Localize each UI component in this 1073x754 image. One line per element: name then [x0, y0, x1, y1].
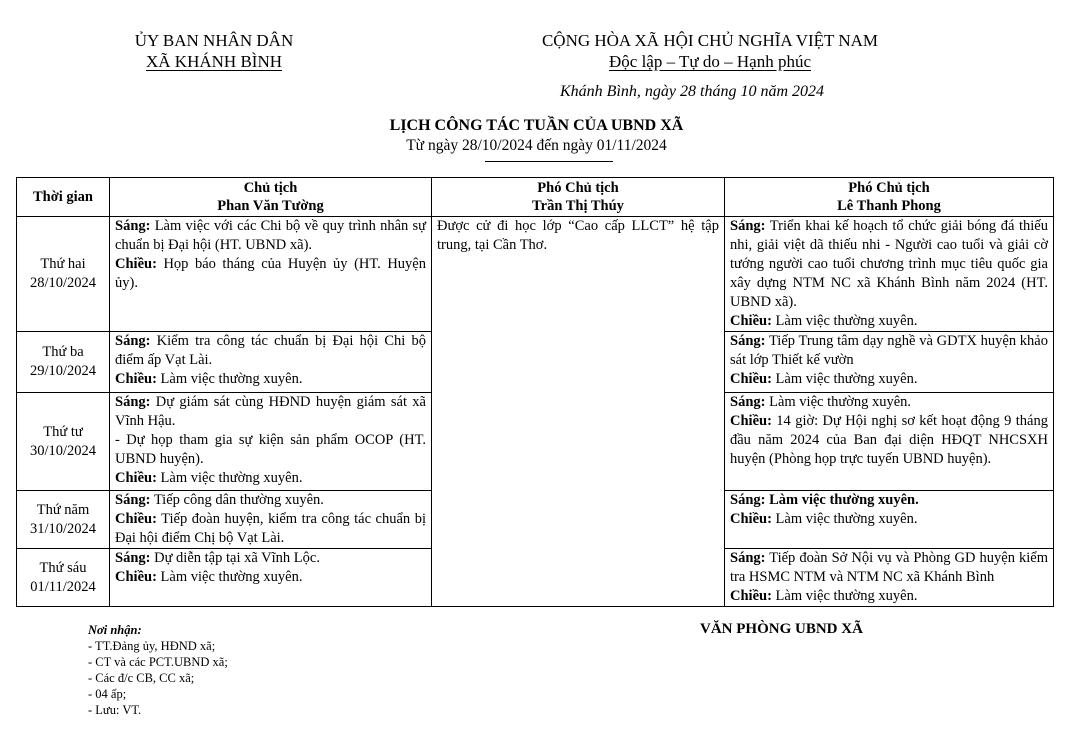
chairman-tasks	[110, 393, 432, 491]
header-vice-chair-2	[725, 178, 1054, 217]
morning-label: Sáng:	[115, 333, 151, 349]
afternoon-task: Làm việc thường xuyên.	[771, 371, 918, 387]
afternoon-label: Chiều:	[730, 588, 772, 604]
afternoon-task: Làm việc thường xuyên.	[156, 470, 303, 486]
morning-label: Sáng:	[115, 492, 151, 508]
weekday: Thứ tư	[43, 423, 83, 440]
table-header-row	[17, 178, 1054, 217]
header-chairman	[110, 178, 432, 217]
morning-task: Kiểm tra công tác chuẩn bị Đại hội Chi bộ điểm ấp Vạt Lài.	[115, 333, 426, 368]
table-row	[17, 217, 1054, 332]
afternoon-task: Tiếp đoàn huyện, kiểm tra công tác chuẩn bị Đại hội điểm Chị bộ Vạt Lài.	[115, 511, 426, 546]
chairman-tasks	[110, 332, 432, 393]
title-divider	[485, 161, 613, 162]
day-cell	[17, 332, 110, 393]
header-person: Lê Thanh Phong	[837, 198, 941, 214]
vice-chair-2-tasks	[725, 393, 1054, 491]
morning-label: Sáng:	[115, 550, 151, 566]
afternoon-task: Làm việc thường xuyên.	[771, 313, 918, 329]
vice-chair-2-tasks	[725, 217, 1054, 332]
afternoon-label: Chiều:	[730, 413, 772, 429]
morning-task: Tiếp đoàn Sở Nội vụ và Phòng GD huyện kiểm tra HSMC NTM và NTM NC xã Khánh Bình	[730, 550, 1048, 585]
header-person: Trần Thị Thúy	[532, 198, 624, 214]
national-motto	[460, 30, 960, 72]
recipients-title: Nơi nhận:	[88, 623, 142, 637]
afternoon-label: Chiều:	[115, 470, 157, 486]
afternoon-label: Chiều:	[115, 569, 157, 585]
list-item: - 04 ấp;	[88, 687, 127, 701]
motto: Độc lập – Tự do – Hạnh phúc	[609, 52, 811, 71]
day-date: 30/10/2024	[29, 442, 97, 459]
morning-label: Sáng:	[115, 218, 151, 234]
afternoon-label: Chiều:	[115, 511, 157, 527]
header-role: Chủ tịch	[243, 180, 298, 196]
issuing-authority	[85, 30, 343, 72]
day-cell	[17, 217, 110, 332]
afternoon-label: Chiều:	[115, 371, 157, 387]
day-cell	[17, 393, 110, 491]
country-name: CỘNG HÒA XÃ HỘI CHỦ NGHĨA VIỆT NAM	[541, 31, 879, 50]
day-cell	[17, 491, 110, 549]
morning-task: Dự giám sát cùng HĐND huyện giám sát xã Vĩnh Hậu.	[115, 394, 426, 429]
extra-task: - Dự họp tham gia sự kiện sản phẩm OCOP (HT. UBND huyện).	[115, 432, 426, 467]
weekday: Thứ sáu	[39, 559, 87, 576]
morning-task: Tiếp Trung tâm dạy nghề và GDTX huyện khảo sát lớp Thiết kế vườn	[730, 333, 1048, 368]
vice-chair-2-tasks	[725, 549, 1054, 607]
morning-task: Dự diễn tập tại xã Vĩnh Lộc.	[150, 550, 320, 566]
list-item: - CT và các PCT.UBND xã;	[88, 655, 228, 669]
afternoon-task: Làm việc thường xuyên.	[771, 511, 918, 527]
afternoon-label: Chiều:	[730, 313, 772, 329]
vice-chair-2-tasks	[725, 332, 1054, 393]
header-vice-chair-1	[432, 178, 725, 217]
vice-chair-1-tasks	[432, 217, 725, 607]
list-item: - TT.Đảng ủy, HĐND xã;	[88, 639, 216, 653]
authority-line-2: XÃ KHÁNH BÌNH	[146, 52, 282, 71]
afternoon-label: Chiều:	[115, 256, 157, 272]
chairman-tasks	[110, 549, 432, 607]
day-date: 29/10/2024	[29, 363, 97, 379]
morning-task: Triển khai kế hoạch tổ chức giải bóng đá thiếu nhi, giải việt dã thiếu nhi - Người cao tuổi và giải cờ tướng người cao tuổi chương trình mục tiêu quốc gia xây dựng NTM NC xã Khánh Bình năm 2024 (HT. UBND xã).	[730, 218, 1048, 310]
header-role: Phó Chủ tịch	[537, 180, 619, 196]
header-role: Phó Chủ tịch	[848, 180, 930, 196]
study-assignment: Được cử đi học lớp “Cao cấp LLCT” hệ tập trung, tại Cần Thơ.	[437, 218, 719, 253]
morning-task: Làm việc với các Chi bộ về quy trình nhân sự chuẩn bị Đại hội (HT. UBND xã).	[115, 218, 426, 253]
weekday: Thứ năm	[36, 501, 90, 518]
document-title: LỊCH CÔNG TÁC TUẦN CỦA UBND XÃ	[389, 117, 684, 134]
morning-task: Tiếp công dân thường xuyên.	[150, 492, 324, 508]
header-person: Phan Văn Tường	[217, 198, 324, 214]
day-date: 01/11/2024	[30, 578, 96, 595]
authority-line-1: ỦY BAN NHÂN DÂN	[134, 31, 294, 50]
list-item: - Lưu: VT.	[88, 703, 142, 717]
chairman-tasks	[110, 491, 432, 549]
vice-chair-2-tasks	[725, 491, 1054, 549]
day-cell	[17, 549, 110, 607]
afternoon-task: 14 giờ: Dự Hội nghị sơ kết hoạt động 9 tháng đầu năm 2024 của Ban đại diện HĐQT NHCSXH huyện (Phòng họp trực tuyến UBND huyện).	[730, 413, 1048, 467]
schedule-table	[16, 177, 1054, 607]
issuing-office: VĂN PHÒNG UBND XÃ	[700, 621, 863, 637]
weekday: Thứ ba	[42, 344, 84, 360]
afternoon-task: Làm việc thường xuyên.	[156, 371, 303, 387]
morning-label: Sáng:	[730, 550, 766, 566]
morning-label: Sáng:	[730, 394, 766, 410]
morning-label: Sáng:	[115, 394, 151, 410]
day-date: 28/10/2024	[29, 275, 97, 291]
recipients-block	[88, 622, 228, 718]
afternoon-label: Chiều:	[730, 371, 772, 387]
afternoon-label: Chiều:	[730, 511, 772, 527]
weekday: Thứ hai	[40, 256, 86, 272]
afternoon-task: Làm việc thường xuyên.	[771, 588, 918, 604]
place-date: Khánh Bình, ngày 28 tháng 10 năm 2024	[560, 83, 824, 100]
afternoon-task: Làm việc thường xuyên.	[156, 569, 303, 585]
morning-task: Làm việc thường xuyên.	[765, 394, 912, 410]
date-range: Từ ngày 28/10/2024 đến ngày 01/11/2024	[406, 137, 667, 154]
morning-task: Sáng: Làm việc thường xuyên.	[730, 492, 919, 508]
morning-label: Sáng:	[730, 218, 766, 234]
chairman-tasks	[110, 217, 432, 332]
afternoon-task: Họp báo tháng của Huyện ủy (HT. Huyện ủy).	[115, 256, 426, 291]
morning-label: Sáng:	[730, 333, 766, 349]
day-date: 31/10/2024	[29, 520, 97, 537]
header-time: Thời gian	[17, 178, 110, 217]
list-item: - Các đ/c CB, CC xã;	[88, 671, 195, 685]
